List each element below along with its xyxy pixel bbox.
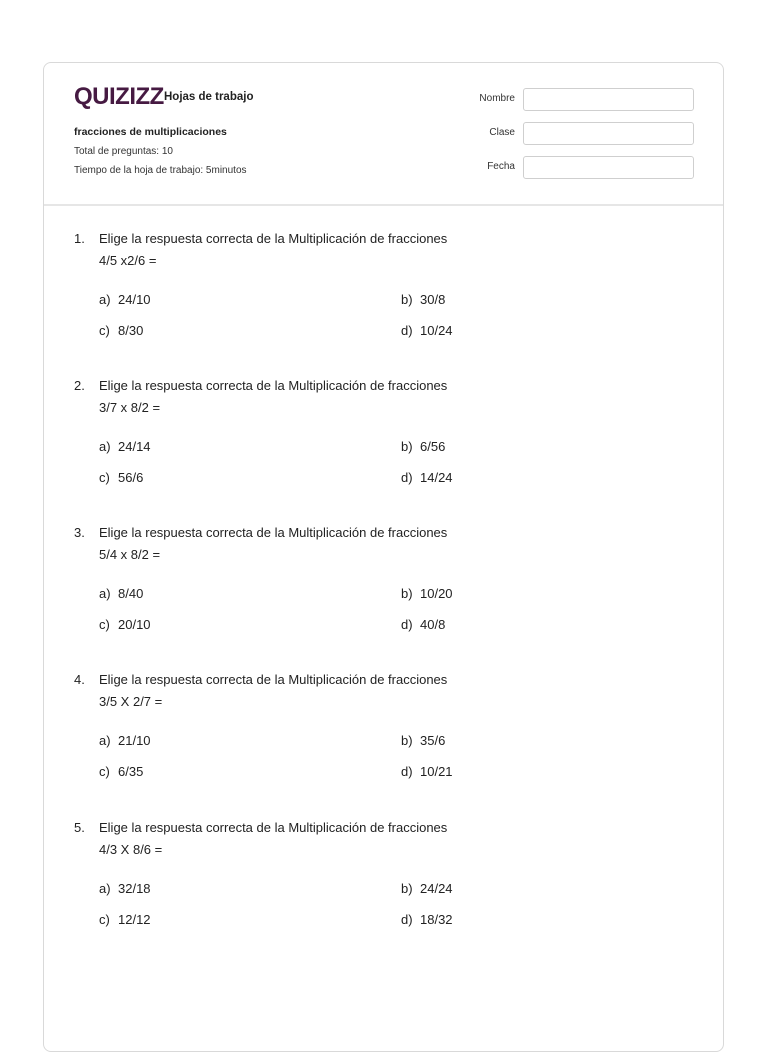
question-number: 1. [74,231,85,246]
question-number: 4. [74,672,85,687]
question-expression: 4/5 x2/6 = [99,253,157,268]
question-text: Elige la respuesta correcta de la Multiplicación de fracciones [99,378,448,393]
option-a [99,292,151,307]
option-d [401,912,453,927]
option-d [401,617,445,632]
option-letter: d) [401,764,413,779]
option-letter: d) [401,470,413,485]
option-letter: a) [99,586,111,601]
option-letter: a) [99,881,111,896]
option-value: 10/20 [420,586,453,601]
option-value: 6/35 [118,764,144,779]
option-value: 12/12 [118,912,151,927]
worksheet-header [44,63,723,206]
option-value: 24/10 [118,292,151,307]
name-label: Nombre [479,93,515,104]
option-c [99,912,151,927]
option-d [401,323,453,338]
option-value: 24/14 [118,439,151,454]
option-value: 56/6 [118,470,144,485]
question-number: 2. [74,378,85,393]
option-value: 10/24 [420,323,453,338]
option-letter: d) [401,912,413,927]
option-letter: d) [401,617,413,632]
option-value: 24/24 [420,881,453,896]
option-b [401,586,453,601]
question-number: 5. [74,820,85,835]
option-b [401,733,445,748]
option-letter: b) [401,439,413,454]
option-value: 20/10 [118,617,151,632]
worksheet-subtitle: Hojas de trabajo [164,91,254,103]
option-value: 35/6 [420,733,446,748]
option-c [99,323,143,338]
option-value: 14/24 [420,470,453,485]
option-letter: c) [99,323,110,338]
worksheet [43,62,724,1052]
name-field[interactable] [523,88,694,111]
option-value: 8/30 [118,323,144,338]
option-letter: d) [401,323,413,338]
class-field[interactable] [523,122,694,145]
option-c [99,764,143,779]
option-value: 10/21 [420,764,453,779]
question-expression: 3/7 x 8/2 = [99,400,161,415]
question-expression: 3/5 X 2/7 = [99,694,163,709]
option-a [99,881,151,896]
option-d [401,764,453,779]
worksheet-title: fracciones de multiplicaciones [74,126,227,138]
option-value: 6/56 [420,439,446,454]
quizizz-logo: QUIZIZZ [74,83,164,110]
total-questions: Total de preguntas: 10 [74,146,173,157]
option-a [99,586,143,601]
option-value: 32/18 [118,881,151,896]
option-letter: c) [99,912,110,927]
option-d [401,470,453,485]
date-label: Fecha [487,161,515,172]
option-a [99,733,151,748]
question-text: Elige la respuesta correcta de la Multiplicación de fracciones [99,820,448,835]
option-letter: c) [99,470,110,485]
question-text: Elige la respuesta correcta de la Multiplicación de fracciones [99,672,448,687]
question-expression: 4/3 X 8/6 = [99,842,163,857]
option-value: 40/8 [420,617,446,632]
option-letter: b) [401,733,413,748]
question-expression: 5/4 x 8/2 = [99,547,161,562]
question-number: 3. [74,525,85,540]
option-letter: c) [99,617,110,632]
option-letter: a) [99,439,111,454]
class-label: Clase [489,127,515,138]
option-c [99,470,143,485]
option-b [401,881,453,896]
question-text: Elige la respuesta correcta de la Multiplicación de fracciones [99,231,448,246]
worksheet-time: Tiempo de la hoja de trabajo: 5minutos [74,165,247,176]
option-value: 18/32 [420,912,453,927]
option-c [99,617,151,632]
option-value: 30/8 [420,292,446,307]
option-letter: a) [99,733,111,748]
question-text: Elige la respuesta correcta de la Multiplicación de fracciones [99,525,448,540]
option-letter: b) [401,881,413,896]
option-a [99,439,151,454]
option-letter: b) [401,586,413,601]
option-letter: c) [99,764,110,779]
option-letter: b) [401,292,413,307]
option-letter: a) [99,292,111,307]
date-field[interactable] [523,156,694,179]
option-value: 21/10 [118,733,151,748]
option-b [401,292,445,307]
option-b [401,439,445,454]
option-value: 8/40 [118,586,144,601]
